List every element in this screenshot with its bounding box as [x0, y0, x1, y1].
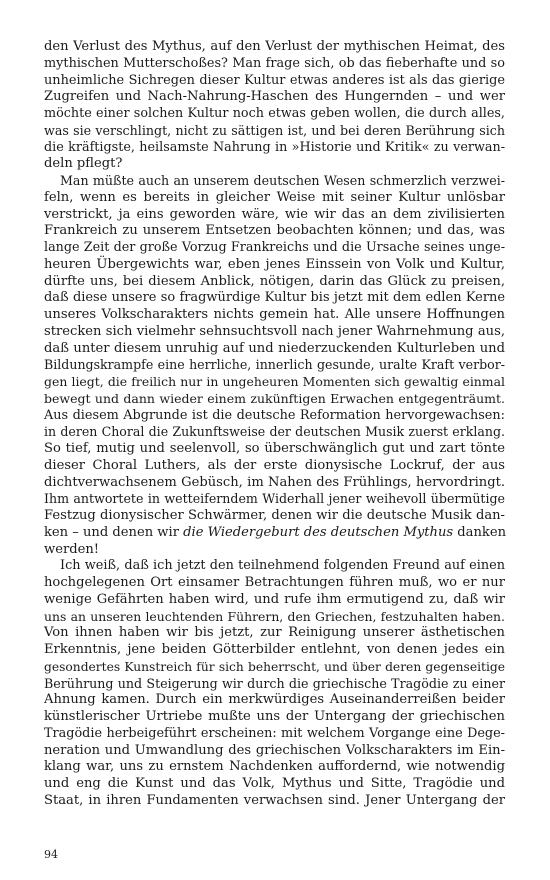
text-line: lange Zeit der große Vorzug Frankreichs und die Ursache seines unge- [44, 240, 505, 255]
text-line-segment: ken – und denen wir [44, 524, 184, 540]
text-line: daß unter diesem unruhig auf und niederzuckenden Kulturleben und [44, 340, 505, 356]
page-number: 94 [44, 848, 58, 861]
text-line: strecken sich vielmehr sehnsuchtsvoll nach jener Wahrnehmung aus, [44, 323, 505, 339]
text-line: unheimliche Sichregen dieser Kultur etwas anderes ist als das gierige [44, 72, 505, 88]
text-line: hochgelegenen Ort einsamer Betrachtungen führen muß, wo er nur [44, 575, 505, 590]
text-line: werden! [44, 541, 100, 557]
text-line: möchte einer solchen Kultur noch etwas geben wollen, die durch alles, [44, 106, 505, 121]
text-line: Zugreifen und Nach-Nahrung-Haschen des Hungernden – und wer [44, 89, 505, 105]
emphasized-title: die Wiedergeburt des deutschen Mythus [183, 524, 454, 540]
text-line: künstlerischer Urtriebe mußte uns der Untergang der griechischen [44, 709, 505, 724]
text-line: Von ihnen haben wir bis jetzt, zur Reinigung unserer ästhetischen [44, 625, 505, 641]
text-line: Staat, in ihren Fundamenten verwachsen sind. Jener Untergang der [44, 792, 505, 808]
text-line: klang war, uns zu ernstem Nachdenken auffordernd, wie notwendig [44, 759, 505, 775]
text-line: gesondertes Kunstreich für sich beherrscht, und über deren gegenseitige [44, 659, 505, 674]
text-line: den Verlust des Mythus, auf den Verlust der mythischen Heimat, des [44, 39, 505, 54]
text-line: Ahnung kamen. Durch ein merkwürdiges Auseinanderreißen beider [44, 692, 505, 708]
text-line: Erkenntnis, jene beiden Götterbilder entlehnt, von denen jedes ein [44, 642, 505, 657]
text-line: gen liegt, die freilich nur in ungeheuren Momenten sich gewaltig einmal [44, 374, 505, 389]
text-line: bewegt und dann wieder einem zukünftigen Erwachen entgegenträumt. [44, 390, 505, 406]
text-line: Man müßte auch an unserem deutschen Wesen schmerzlich verzwei- [60, 173, 505, 188]
text-line: Berührung und Steigerung wir durch die griechische Tragödie zu einer [44, 675, 505, 691]
text-line: neration und Umwandlung des griechischen Volkscharakters im Ein- [44, 742, 505, 758]
text-line: feln, wenn es bereits in gleicher Weise mit seiner Kultur unlösbar [44, 189, 505, 205]
text-line: und eng die Kunst und das Volk, Mythus und Sitte, Tragödie und [44, 776, 505, 791]
text-line: Tragödie herbeigeführt erscheinen: mit welchem Vorgange eine Dege- [44, 725, 505, 741]
text-line: daß diese unsere so fragwürdige Kultur bis jetzt mit dem edlen Kerne [44, 290, 505, 306]
text-line: dichtverwachsenem Gebüsch, im Nahen des Frühlings, hervordringt. [44, 474, 505, 490]
text-line: So tief, mutig und seelenvoll, so überschwänglich gut und zart tönte [44, 441, 505, 456]
text-line: in deren Choral die Zukunftsweise der deutschen Musik zuerst erklang. [44, 424, 505, 440]
text-line: uns an unseren leuchtenden Führern, den Griechen, festzuhalten haben. [44, 608, 505, 624]
text-line: Ich weiß, daß ich jetzt den teilnehmend folgenden Freund auf einen [60, 558, 505, 574]
text-line: deln pflegt? [44, 156, 123, 172]
text-line: wenige Gefährten haben wird, und rufe ihm ermutigend zu, daß wir [44, 591, 505, 607]
text-line: Aus diesem Abgrunde ist die deutsche Reformation hervorgewachsen: [44, 407, 505, 423]
text-line: dürfte uns, bei diesem Anblick, nötigen, darin das Glück zu preisen, [44, 273, 505, 289]
text-line-segment: danken [453, 524, 507, 540]
text-line: verstrickt, ja eins geworden wäre, wie wir das an dem zivilisierten [44, 206, 505, 222]
text-line: heuren Übergewichts war, eben jenes Einssein von Volk und Kultur, [44, 256, 505, 272]
text-line: mythischen Mutterschoßes? Man frage sich, ob das fieberhafte und so [44, 55, 505, 71]
text-line: Ihm antwortete in wetteiferndem Widerhall jener weihevoll übermütige [44, 491, 505, 507]
body-text [44, 39, 505, 810]
text-line: Festzug dionysischer Schwärmer, denen wir die deutsche Musik dan- [44, 508, 505, 523]
text-line [44, 525, 505, 542]
text-line: dieser Choral Luthers, als der erste dionysische Lockruf, der aus [44, 457, 505, 473]
text-line: Frankreich zu unserem Entsetzen beobachten können; und das, was [44, 223, 505, 239]
text-line: Bildungskrampfe eine herrliche, innerlich gesunde, uralte Kraft verbor- [44, 357, 505, 373]
text-line: unseres Volkscharakters nichts gemein hat. Alle unsere Hoffnungen [44, 307, 505, 322]
text-line: was sie verschlingt, nicht zu sättigen ist, und bei deren Berührung sich [44, 122, 505, 138]
text-line: die kräftigste, heilsamste Nahrung in »Historie und Kritik« zu verwan- [44, 139, 505, 155]
